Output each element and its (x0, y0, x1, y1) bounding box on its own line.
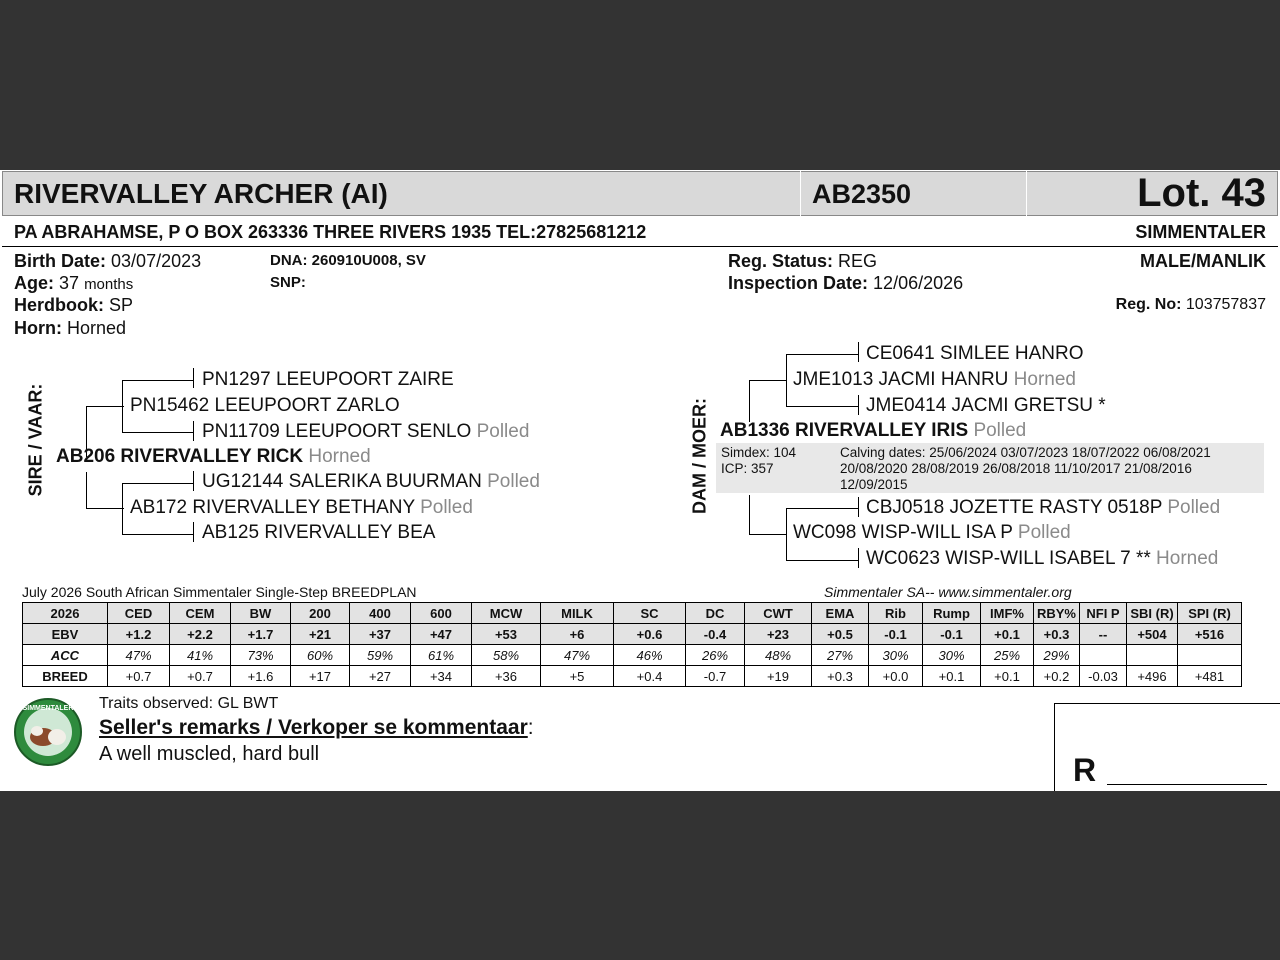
animal-name-text: WC0623 WISP-WILL ISABEL 7 ** (866, 548, 1151, 569)
sire-grandsire (130, 395, 400, 417)
pedigree-line (122, 483, 194, 484)
breedplan-site: Simmentaler SA-- www.simmentaler.org (824, 584, 1072, 600)
price-box (1054, 703, 1280, 791)
dam-granddam (793, 522, 1071, 544)
ebv-header-cell: SC (614, 603, 686, 624)
dam-gg-sire-2 (866, 497, 1220, 519)
ebv-header-cell: MILK (541, 603, 614, 624)
sire-side-label: SIRE / VAAR: (25, 383, 46, 497)
dam-gg-dam-1 (866, 395, 1106, 417)
simdex: Simdex: 104 (721, 445, 797, 460)
ebv-cell: 46% (614, 645, 686, 666)
animal-name-text: CE0641 SIMLEE HANRO (866, 343, 1084, 364)
ebv-row (23, 645, 1242, 666)
ebv-cell: 47% (108, 645, 170, 666)
pedigree-line (86, 406, 124, 407)
reg-no-value: 103757837 (1185, 296, 1266, 313)
ebv-cell: +47 (411, 624, 472, 645)
calving-dates-line-1: Calving dates: 25/06/2024 03/07/2023 18/07/2022 06/08/2021 (840, 445, 1211, 460)
ebv-cell: +37 (350, 624, 411, 645)
ebv-cell: -0.03 (1080, 666, 1127, 687)
pedigree-line (858, 342, 859, 362)
ebv-header-row (23, 603, 1242, 624)
ebv-cell: +5 (541, 666, 614, 687)
birth-value: 03/07/2023 (111, 251, 202, 271)
ebv-header-cell: CEM (170, 603, 231, 624)
ebv-cell: +0.1 (981, 666, 1034, 687)
ebv-header-cell: IMF% (981, 603, 1034, 624)
reg-status (728, 251, 877, 272)
pedigree-line (122, 534, 194, 535)
ebv-cell: 61% (411, 645, 472, 666)
pedigree-line (122, 432, 194, 433)
pedigree-line (786, 560, 859, 561)
animal-name-text: JME1013 JACMI HANRU (793, 369, 1009, 390)
pedigree-line (858, 497, 859, 517)
ebv-row (23, 666, 1242, 687)
pedigree-line (122, 380, 194, 381)
horn-text: Polled (487, 471, 540, 492)
ebv-cell: -0.4 (686, 624, 745, 645)
ebv-header-cell: BW (231, 603, 291, 624)
dna-info: DNA: 260910U008, SV (270, 252, 426, 269)
breed-label: SIMMENTALER (1135, 222, 1266, 242)
pedigree-line (122, 380, 123, 432)
birth-date (14, 251, 201, 272)
ebv-cell: 30% (869, 645, 923, 666)
ebv-header-cell: NFI P (1080, 603, 1127, 624)
ebv-cell: -0.1 (923, 624, 981, 645)
ebv-cell: +0.1 (981, 624, 1034, 645)
pedigree-line (193, 368, 194, 388)
ebv-cell: +0.7 (108, 666, 170, 687)
pedigree-line (193, 421, 194, 441)
reg-status-value: REG (838, 251, 878, 271)
ebv-cell: +36 (472, 666, 541, 687)
horn-text: Polled (420, 497, 473, 518)
ebv-row-label: EBV (23, 624, 108, 645)
herdbook-label: Herdbook: (14, 295, 104, 315)
ebv-header-cell: MCW (472, 603, 541, 624)
traits-observed: Traits observed: GL BWT (99, 695, 279, 712)
animal-name-text: AB172 RIVERVALLEY BETHANY (130, 497, 415, 518)
pedigree-line (86, 472, 87, 508)
calving-dates-line-2: 20/08/2020 28/08/2019 26/08/2018 11/10/2017 21/08/2016 (840, 461, 1192, 476)
ebv-cell: -0.7 (686, 666, 745, 687)
ebv-header-cell: Rump (923, 603, 981, 624)
svg-text:SIMMENTALER: SIMMENTALER (22, 705, 74, 712)
remarks-title: Seller's remarks / Verkoper se kommentaar (99, 716, 528, 739)
ebv-header-cell: RBY% (1034, 603, 1080, 624)
age (14, 273, 133, 294)
age-value: 37 (59, 273, 80, 293)
ebv-cell: +1.7 (231, 624, 291, 645)
animal-reg-code: AB2350 (812, 179, 912, 209)
ebv-cell: 59% (350, 645, 411, 666)
dam-gg-sire-1 (866, 343, 1084, 365)
sex-label: MALE/MANLIK (1140, 251, 1266, 271)
reg-status-label: Reg. Status: (728, 251, 834, 271)
sire-gg-dam-1 (202, 421, 529, 443)
ebv-cell: 25% (981, 645, 1034, 666)
inspection-date (728, 273, 963, 294)
snp-info: SNP: (270, 274, 306, 291)
horn-status (14, 318, 126, 339)
ebv-cell: +0.3 (1034, 624, 1080, 645)
ebv-cell: -0.1 (869, 624, 923, 645)
ebv-header-cell: EMA (812, 603, 869, 624)
ebv-cell: +6 (541, 624, 614, 645)
ebv-cell: +27 (350, 666, 411, 687)
ebv-cell: -- (1080, 624, 1127, 645)
ebv-cell: +2.2 (170, 624, 231, 645)
ebv-cell: 41% (170, 645, 231, 666)
remarks-text: A well muscled, hard bull (99, 743, 320, 765)
divider (2, 246, 1278, 247)
lot-number: Lot. 43 (1137, 171, 1266, 215)
ebv-cell: +0.7 (170, 666, 231, 687)
ebv-cell: 30% (923, 645, 981, 666)
pedigree-line (786, 406, 859, 407)
pedigree-line (122, 483, 123, 534)
remarks-colon: : (527, 716, 534, 739)
logo-graphic (13, 697, 83, 767)
ebv-cell: +19 (745, 666, 812, 687)
calving-dates-line-3: 12/09/2015 (840, 477, 908, 492)
ebv-cell: +0.3 (812, 666, 869, 687)
horn-label: Horn: (14, 318, 62, 338)
ebv-cell: +496 (1127, 666, 1178, 687)
ebv-cell: +0.4 (614, 666, 686, 687)
remarks-heading (99, 716, 534, 740)
reg-number (1116, 296, 1266, 314)
horn-text: Horned (1013, 369, 1076, 390)
horn-text: Polled (476, 421, 530, 442)
animal-name-text: AB125 RIVERVALLEY BEA (202, 522, 436, 543)
ebv-cell: +0.2 (1034, 666, 1080, 687)
pedigree-line (749, 534, 787, 535)
horn-text: Horned (308, 446, 371, 467)
sire-gg-dam-2 (202, 522, 435, 544)
ebv-cell: +21 (291, 624, 350, 645)
ebv-header-cell: 400 (350, 603, 411, 624)
breedplan-title: July 2026 South African Simmentaler Single-Step BREEDPLAN (22, 584, 417, 600)
header-divider (1026, 171, 1027, 216)
sire-gg-sire-1 (202, 369, 454, 391)
dam-gg-dam-2 (866, 548, 1218, 570)
ebv-cell: +516 (1178, 624, 1242, 645)
ebv-header-cell: 200 (291, 603, 350, 624)
herdbook (14, 295, 133, 316)
pedigree-line (749, 380, 750, 422)
horn-text: Polled (973, 420, 1027, 441)
sire-gg-sire-2 (202, 471, 540, 493)
animal-name-text: UG12144 SALERIKA BUURMAN (202, 471, 482, 492)
price-field[interactable] (1107, 784, 1267, 785)
ebv-cell: +23 (745, 624, 812, 645)
animal-name-text: PN11709 LEEUPOORT SENLO (202, 421, 472, 442)
ebv-cell: +0.6 (614, 624, 686, 645)
ebv-row-label: ACC (23, 645, 108, 666)
horn-text: Polled (1167, 497, 1221, 518)
pedigree-line (858, 395, 859, 415)
ebv-header-cell: DC (686, 603, 745, 624)
inspection-label: Inspection Date: (728, 273, 869, 293)
icp: ICP: 357 (721, 461, 774, 476)
birth-label: Birth Date: (14, 251, 107, 271)
animal-name-text: JME0414 JACMI GRETSU * (866, 395, 1106, 416)
age-unit: months (84, 276, 134, 293)
ebv-cell: 47% (541, 645, 614, 666)
sire (56, 446, 371, 468)
ebv-header-cell: CWT (745, 603, 812, 624)
animal-name-text: AB1336 RIVERVALLEY IRIS (720, 420, 969, 441)
price-currency: R (1073, 752, 1097, 788)
horn-value: Horned (67, 318, 127, 338)
pedigree-line (193, 522, 194, 542)
horn-text: Polled (1017, 522, 1071, 543)
ebv-header-cell: 2026 (23, 603, 108, 624)
horn-text: Horned (1156, 548, 1219, 569)
simmentaler-logo (13, 697, 83, 767)
animal-name-text: PN15462 LEEUPOORT ZARLO (130, 395, 400, 416)
ebv-cell (1080, 645, 1127, 666)
ebv-cell: +1.6 (231, 666, 291, 687)
ebv-header-cell: SPI (R) (1178, 603, 1242, 624)
ebv-cell: 58% (472, 645, 541, 666)
ebv-cell: 73% (231, 645, 291, 666)
ebv-header-cell: Rib (869, 603, 923, 624)
ebv-header-cell: CED (108, 603, 170, 624)
pedigree-line (786, 508, 787, 560)
ebv-cell: +481 (1178, 666, 1242, 687)
dam-side-label: DAM / MOER: (689, 398, 710, 514)
pedigree-line (749, 495, 750, 534)
ebv-cell: +34 (411, 666, 472, 687)
ebv-row-label: BREED (23, 666, 108, 687)
dam-grandsire (793, 369, 1076, 391)
ebv-cell: 29% (1034, 645, 1080, 666)
pedigree-line (193, 471, 194, 491)
ebv-cell: 60% (291, 645, 350, 666)
pedigree-line (86, 508, 124, 509)
ebv-table (22, 602, 1242, 687)
ebv-header-cell: 600 (411, 603, 472, 624)
animal-name-text: PN1297 LEEUPOORT ZAIRE (202, 369, 454, 390)
pedigree-line (749, 380, 787, 381)
ebv-cell: +1.2 (108, 624, 170, 645)
ebv-cell: +17 (291, 666, 350, 687)
ebv-cell: +0.5 (812, 624, 869, 645)
animal-name: RIVERVALLEY ARCHER (AI) (14, 178, 388, 209)
inspection-value: 12/06/2026 (873, 273, 964, 293)
ebv-cell: 48% (745, 645, 812, 666)
reg-no-label: Reg. No: (1115, 296, 1182, 313)
age-label: Age: (14, 273, 54, 293)
ebv-cell: 26% (686, 645, 745, 666)
ebv-cell: +53 (472, 624, 541, 645)
ebv-row (23, 624, 1242, 645)
ebv-cell (1127, 645, 1178, 666)
dam-info-box (716, 443, 1264, 493)
ebv-cell (1178, 645, 1242, 666)
ebv-cell: +0.1 (923, 666, 981, 687)
herdbook-value: SP (109, 295, 134, 315)
pedigree-line (786, 508, 859, 509)
dam (720, 420, 1026, 442)
header-divider (800, 171, 801, 216)
pedigree-line (858, 548, 859, 568)
pedigree-line (786, 354, 859, 355)
sire-granddam (130, 497, 473, 519)
ebv-cell: +0.0 (869, 666, 923, 687)
ebv-cell: 27% (812, 645, 869, 666)
owner-address: PA ABRAHAMSE, P O BOX 263336 THREE RIVERS 1935 TEL:27825681212 (14, 222, 647, 242)
lot-card (0, 170, 1280, 791)
animal-name-text: AB206 RIVERVALLEY RICK (56, 446, 304, 467)
animal-name-text: CBJ0518 JOZETTE RASTY 0518P (866, 497, 1163, 518)
animal-name-text: WC098 WISP-WILL ISA P (793, 522, 1013, 543)
ebv-header-cell: SBI (R) (1127, 603, 1178, 624)
pedigree-line (786, 354, 787, 406)
ebv-cell: +504 (1127, 624, 1178, 645)
